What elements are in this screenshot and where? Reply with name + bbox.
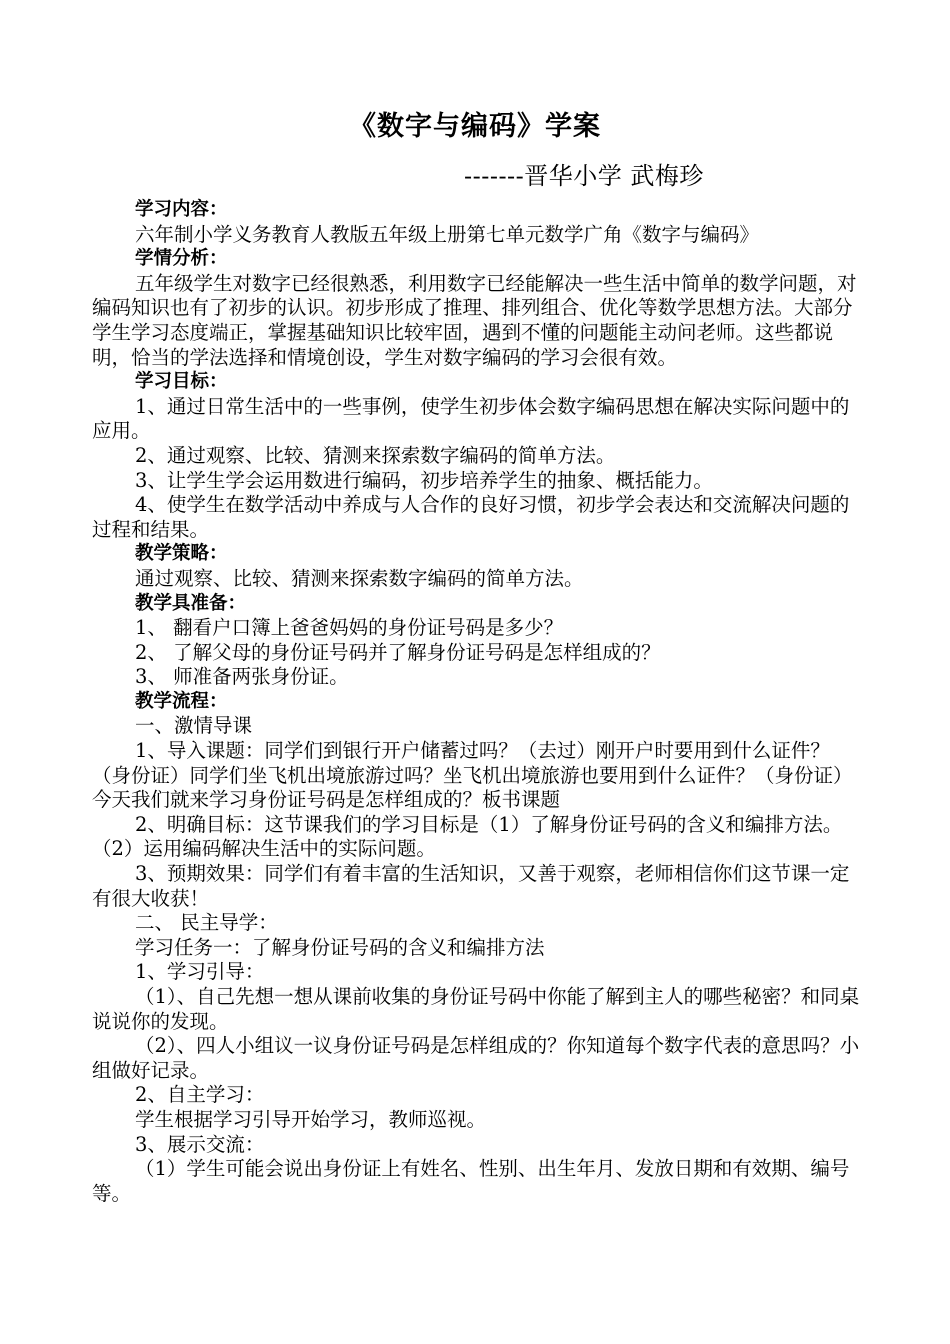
document-author: -------晋华小学 武梅珍 <box>464 162 704 190</box>
section-heading: 二、 民主导学： <box>135 911 278 935</box>
goal-item: 2、通过观察、比较、猜测来探索数字编码的简单方法。 <box>135 443 616 467</box>
prep-item: 2、 了解父母的身份证号码并了解身份证号码是怎样组成的？ <box>135 640 661 664</box>
heading-content: 学习内容： <box>135 199 228 220</box>
flow-item: 2、明确目标：这节课我们的学习目标是（1）了解身份证号码的含义和编排方法。（2）运用编码解决生活中的实际问题。 <box>92 812 843 861</box>
heading-flow: 教学流程： <box>135 690 228 712</box>
guide-item: （1）、自己先想一想从课前收集的身份证号码中你能了解到主人的哪些秘密？和同桌说说你的发现。 <box>92 985 860 1033</box>
prep-item: 1、 翻看户口簿上爸爸妈妈的身份证号码是多少？ <box>135 616 564 640</box>
heading-analysis: 学情分析： <box>135 248 228 270</box>
subsection-heading: 1、学习引导： <box>135 960 265 984</box>
heading-goals: 学习目标： <box>135 371 228 393</box>
flow-item: 3、预期效果：同学们有着丰富的生活知识，又善于观察，老师相信你们这节课一定有很大收获！ <box>92 862 850 910</box>
paragraph-strategy: 通过观察、比较、猜测来探索数字编码的简单方法。 <box>135 566 584 590</box>
paragraph-content: 六年制小学义务教育人教版五年级上册第七单元数学广角《数字与编码》 <box>135 222 760 246</box>
document-title: 《数字与编码》学案 <box>349 111 601 142</box>
heading-strategy: 教学策略： <box>135 543 228 565</box>
prep-item: 3、 师准备两张身份证。 <box>135 665 349 689</box>
heading-preparation: 教学具准备： <box>135 592 247 614</box>
subsection-heading: 3、展示交流： <box>135 1132 265 1156</box>
task-heading: 学习任务一：了解身份证号码的含义和编排方法 <box>135 935 545 959</box>
goal-item: 3、让学生学会运用数进行编码，初步培养学生的抽象、概括能力。 <box>135 468 713 492</box>
document-body <box>92 198 862 1206</box>
show-item: （1）学生可能会说出身份证上有姓名、性别、出生年月、发放日期和有效期、编号等。 <box>92 1157 850 1205</box>
paragraph-self-study: 学生根据学习引导开始学习，教师巡视。 <box>135 1107 487 1131</box>
section-heading: 一、激情导课 <box>135 714 253 738</box>
guide-item: （2）、四人小组议一议身份证号码是怎样组成的？你知道每个数字代表的意思吗？小组做好记录。 <box>92 1034 860 1082</box>
flow-item: 1、导入课题：同学们到银行开户储蓄过吗？（去过）刚开户时要用到什么证件？（身份证）同学们坐飞机出境旅游过吗？坐飞机出境旅游也要用到什么证件？（身份证）今天我们就来学习身份证号码是怎样组成的？板书课题 <box>92 739 853 812</box>
subsection-heading: 2、自主学习： <box>135 1083 265 1107</box>
paragraph-analysis: 五年级学生对数字已经很熟悉，利用数字已经能解决一些生活中简单的数学问题，对编码知识也有了初步的认识。初步形成了推理、排列组合、优化等数学思想方法。大部分学生学习态度端正，掌握基础知识比较牢固，遇到不懂的问题能主动问老师。这些都说明，恰当的学法选择和情境创设，学生对数字编码的学习会很有效。 <box>92 271 857 369</box>
goal-item: 1、通过日常生活中的一些事例，使学生初步体会数字编码思想在解决实际问题中的应用。 <box>92 394 850 443</box>
goal-item: 4、使学生在数学活动中养成与人合作的良好习惯，初步学会表达和交流解决问题的过程和结果。 <box>92 493 850 541</box>
